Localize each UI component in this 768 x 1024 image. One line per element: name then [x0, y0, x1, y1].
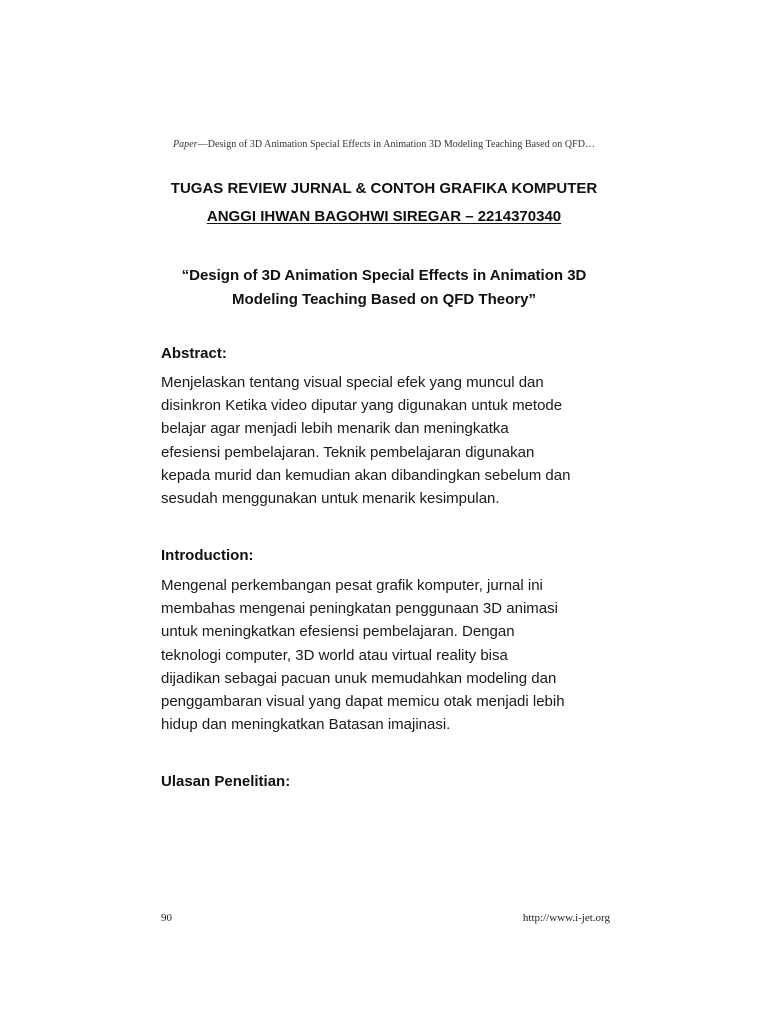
introduction-line: penggambaran visual yang dapat memicu otak menjadi lebih — [161, 693, 565, 711]
introduction-line: dijadikan sebagai pacuan unuk memudahkan modeling dan — [161, 669, 557, 687]
introduction-body — [161, 574, 621, 736]
introduction-line: hidup dan meningkatkan Batasan imajinasi. — [161, 716, 451, 734]
assignment-title: TUGAS REVIEW JURNAL & CONTOH GRAFIKA KOMPUTER — [170, 180, 598, 197]
running-head — [0, 139, 768, 150]
review-heading: Ulasan Penelitian: — [161, 773, 291, 790]
abstract-line: Menjelaskan tentang visual special efek yang muncul dan — [161, 374, 544, 391]
author-line: ANGGI IHWAN BAGOHWI SIREGAR – 2214370340 — [206, 208, 562, 225]
document-header — [0, 180, 768, 226]
paper-title-line: “Design of 3D Animation Special Effects in Animation 3D — [181, 267, 587, 284]
paper-title-line: Modeling Teaching Based on QFD Theory” — [232, 291, 536, 308]
introduction-heading: Introduction: — [161, 547, 254, 564]
abstract-heading: Abstract: — [161, 345, 227, 362]
introduction-line: untuk meningkatkan efesiensi pembelajaran. Dengan — [161, 623, 515, 641]
footer-url: http://www.i-jet.org — [522, 912, 610, 924]
introduction-line: membahas mengenai peningkatan penggunaan 3D animasi — [161, 600, 558, 618]
abstract-line: sesudah menggunakan untuk menarik kesimpulan. — [161, 490, 500, 508]
introduction-line: Mengenal perkembangan pesat grafik komputer, jurnal ini — [161, 577, 543, 594]
paper-title — [0, 264, 768, 312]
abstract-body — [161, 371, 621, 510]
abstract-line: efesiensi pembelajaran. Teknik pembelajaran digunakan — [161, 443, 535, 461]
abstract-line: disinkron Ketika video diputar yang digunakan untuk metode — [161, 397, 563, 415]
page-number: 90 — [161, 912, 172, 924]
running-head-text: —Design of 3D Animation Special Effects in Animation 3D Modeling Teaching Based on QFD… — [197, 139, 596, 150]
abstract-line: belajar agar menjadi lebih menarik dan meningkatka — [161, 420, 509, 438]
running-head-prefix: Paper — [172, 139, 198, 150]
abstract-line: kepada murid dan kemudian akan dibandingkan sebelum dan — [161, 466, 571, 484]
introduction-line: teknologi computer, 3D world atau virtual reality bisa — [161, 646, 508, 664]
